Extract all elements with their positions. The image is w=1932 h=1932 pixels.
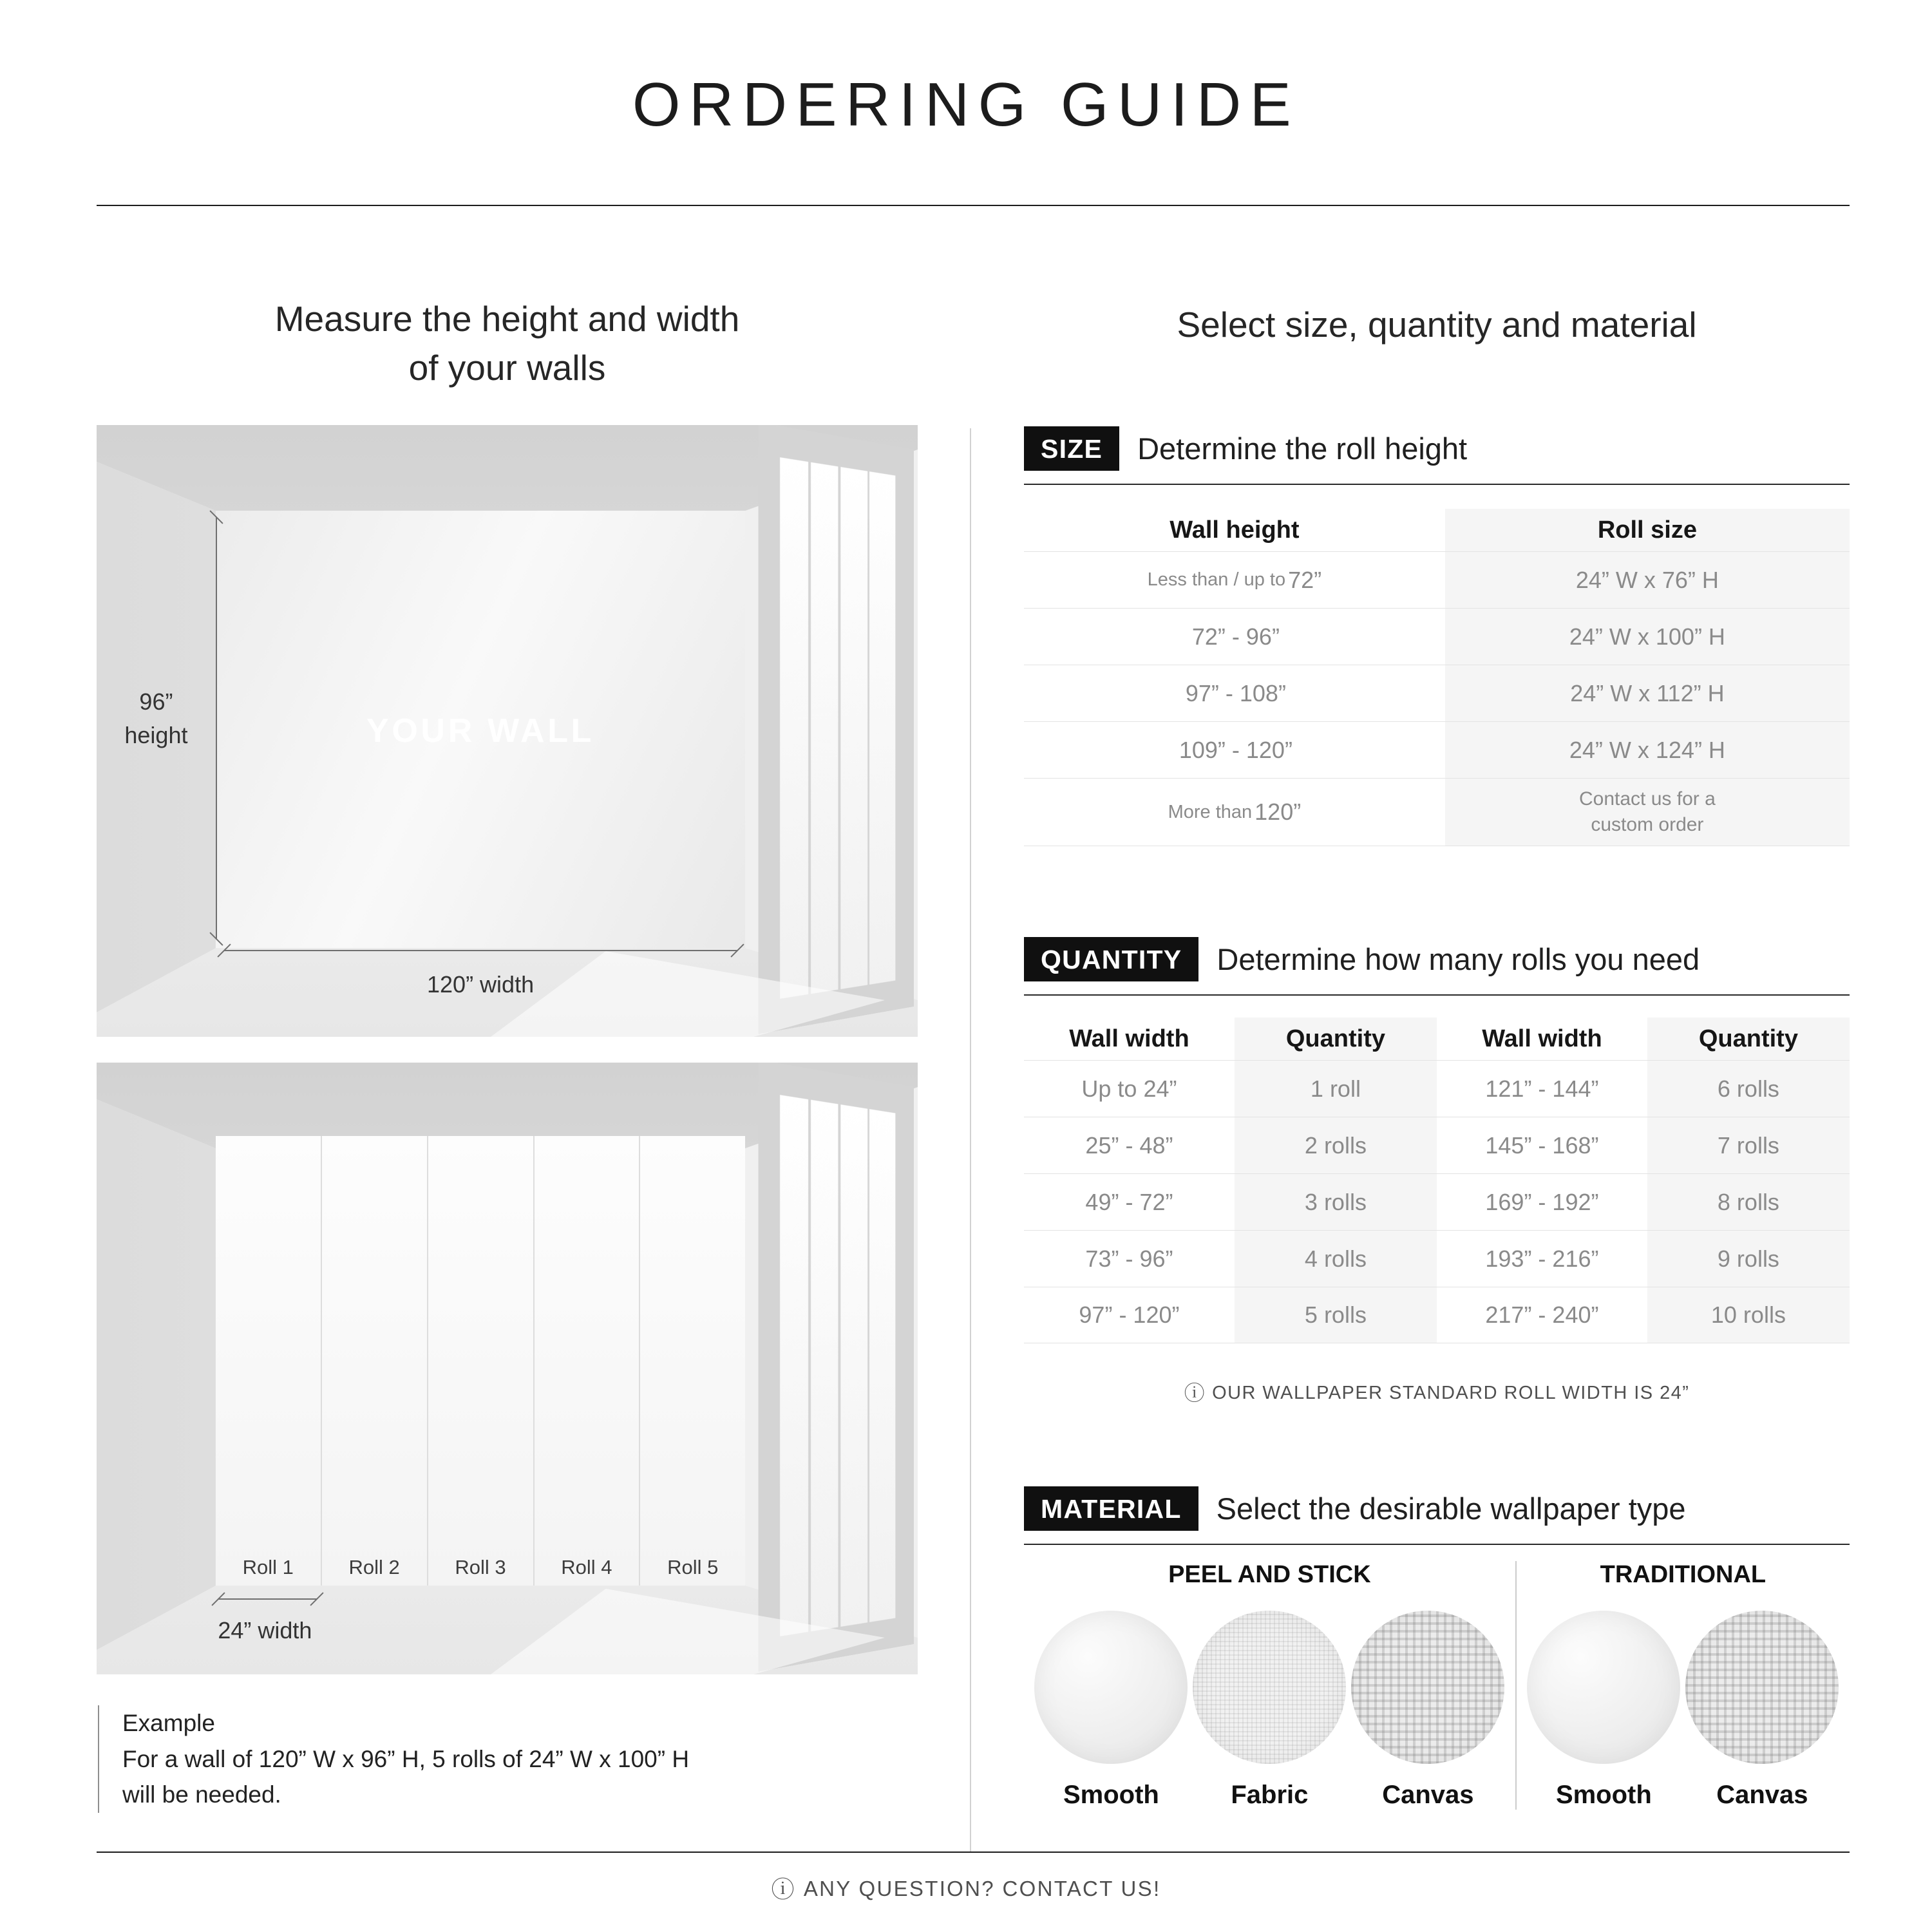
cell-value: 72” - 96” xyxy=(1191,623,1280,650)
material-swatch-canvas xyxy=(1685,1611,1839,1810)
size-table-row xyxy=(1024,608,1850,665)
roll-label: Roll 3 xyxy=(455,1556,506,1579)
quantity-cell: 4 rolls xyxy=(1235,1231,1437,1287)
window-pane xyxy=(780,1095,808,1636)
quantity-cell: 10 rolls xyxy=(1647,1287,1850,1343)
wall-width-cell: 217” - 240” xyxy=(1485,1302,1599,1328)
window-pane xyxy=(840,1104,867,1627)
cell-prefix: More than xyxy=(1168,801,1253,822)
roll-label: Roll 2 xyxy=(348,1556,400,1579)
swatch-label: Smooth xyxy=(1063,1781,1159,1809)
fabric-texture-swatch xyxy=(1193,1611,1346,1764)
roll-panel xyxy=(427,1136,533,1586)
wall-width-cell: 169” - 192” xyxy=(1485,1188,1599,1215)
page-title: ORDERING GUIDE xyxy=(632,70,1300,139)
material-badge: MATERIAL xyxy=(1024,1486,1198,1531)
quantity-column-header: Quantity xyxy=(1647,1018,1850,1060)
wall-height-cell xyxy=(1024,722,1445,778)
quantity-cell: 1 roll xyxy=(1235,1061,1437,1117)
wall-width-label: 120” width xyxy=(427,971,535,998)
quantity-cell: 5 rolls xyxy=(1235,1287,1437,1343)
roll-size-value: 24” W x 124” H xyxy=(1569,736,1725,763)
quantity-cell: 2 rolls xyxy=(1235,1117,1437,1173)
wall-height-cell xyxy=(1024,609,1445,665)
quantity-cell: 3 rolls xyxy=(1235,1174,1437,1230)
quantity-column-header: Quantity xyxy=(1235,1018,1437,1060)
material-groups xyxy=(1024,1561,1850,1810)
standard-roll-width-note xyxy=(1024,1377,1850,1406)
size-badge: SIZE xyxy=(1024,426,1119,471)
canvas-texture-swatch xyxy=(1351,1611,1504,1764)
size-table-header xyxy=(1024,509,1850,551)
window-pane xyxy=(811,1099,838,1631)
material-group-name: PEEL AND STICK xyxy=(1168,1561,1371,1588)
contact-text: ANY QUESTION? CONTACT US! xyxy=(803,1877,1161,1900)
select-heading: Select size, quantity and material xyxy=(1177,305,1697,345)
size-table-row xyxy=(1024,721,1850,778)
wall-width-cell: 121” - 144” xyxy=(1485,1075,1599,1102)
wall-width-cell: 73” - 96” xyxy=(1085,1245,1173,1272)
example-block xyxy=(98,1705,922,1813)
smooth-texture-swatch xyxy=(1527,1611,1680,1764)
size-section-title: Determine the roll height xyxy=(1137,431,1468,466)
size-table-row xyxy=(1024,665,1850,721)
roll-panel xyxy=(216,1136,321,1586)
quantity-table xyxy=(1024,1018,1850,1343)
quantity-table-row xyxy=(1024,1230,1850,1287)
roll-width-measure-line xyxy=(218,1598,317,1600)
wall-width-cell: 97” - 120” xyxy=(1079,1302,1180,1328)
wall-width-cell: 49” - 72” xyxy=(1085,1188,1173,1215)
material-group-name: TRADITIONAL xyxy=(1600,1561,1766,1588)
window-pane xyxy=(869,471,895,985)
measure-heading-line1: Measure the height and width xyxy=(274,299,740,339)
width-measure-line xyxy=(224,950,737,951)
swatch-label: Fabric xyxy=(1231,1781,1309,1809)
window xyxy=(758,425,913,1034)
room-illustration-rolls xyxy=(97,1063,918,1674)
quantity-cell: 9 rolls xyxy=(1647,1231,1850,1287)
cell-value: 109” - 120” xyxy=(1179,736,1293,763)
material-section-title: Select the desirable wallpaper type xyxy=(1216,1492,1686,1526)
quantity-table-row xyxy=(1024,1173,1850,1230)
swatch-row xyxy=(1034,1611,1504,1810)
material-swatch-smooth xyxy=(1034,1611,1188,1810)
wall-height-column-header: Wall height xyxy=(1170,516,1300,544)
roll-size-cell xyxy=(1445,779,1850,846)
window-pane xyxy=(869,1109,895,1622)
wall-height-word: height xyxy=(124,721,188,748)
roll-size-value: 24” W x 112” H xyxy=(1570,679,1725,706)
size-table-row xyxy=(1024,551,1850,608)
roll-size-value: 24” W x 100” H xyxy=(1569,623,1725,650)
roll-size-cell xyxy=(1445,665,1850,721)
size-table-row xyxy=(1024,778,1850,846)
roll-label: Roll 1 xyxy=(242,1556,294,1579)
size-section-header xyxy=(1024,426,1850,485)
roll-label: Roll 4 xyxy=(561,1556,612,1579)
roll-size-cell xyxy=(1445,552,1850,608)
quantity-section-header xyxy=(1024,937,1850,996)
wall-height-cell xyxy=(1024,779,1445,846)
swatch-row xyxy=(1527,1611,1839,1810)
swatch-label: Canvas xyxy=(1382,1781,1474,1809)
roll-size-value: Contact us for a xyxy=(1579,788,1716,810)
swatch-label: Canvas xyxy=(1716,1781,1808,1809)
your-wall-label: YOUR WALL xyxy=(366,712,595,750)
material-group-peel-and-stick xyxy=(1024,1561,1515,1810)
room-illustration-measure xyxy=(97,425,918,1037)
measure-heading xyxy=(97,295,918,393)
info-icon: ⓘ xyxy=(1184,1381,1206,1405)
wall-width-column-header: Wall width xyxy=(1069,1025,1189,1052)
material-swatch-smooth xyxy=(1527,1611,1680,1810)
note-text: OUR WALLPAPER STANDARD ROLL WIDTH IS 24” xyxy=(1212,1383,1690,1403)
roll-label: Roll 5 xyxy=(667,1556,719,1579)
material-section-header xyxy=(1024,1486,1850,1545)
quantity-cell: 6 rolls xyxy=(1647,1061,1850,1117)
example-title: Example xyxy=(122,1710,215,1736)
example-line1: For a wall of 120” W x 96” H, 5 rolls of 24” W x 100” H xyxy=(122,1745,690,1772)
material-swatch-fabric xyxy=(1193,1611,1346,1810)
measure-heading-line2: of your walls xyxy=(408,347,606,388)
quantity-table-row xyxy=(1024,1117,1850,1173)
wall-height-label xyxy=(105,685,207,752)
cell-value: 72” xyxy=(1288,566,1322,593)
window xyxy=(758,1063,913,1671)
material-swatch-canvas xyxy=(1351,1611,1504,1810)
roll-size-value-2: custom order xyxy=(1591,814,1704,835)
quantity-cell: 7 rolls xyxy=(1647,1117,1850,1173)
roll-panel xyxy=(639,1136,745,1586)
cell-value: 120” xyxy=(1255,799,1302,825)
cell-value: 97” - 108” xyxy=(1185,679,1286,706)
wall-width-cell: 25” - 48” xyxy=(1085,1132,1173,1159)
quantity-cell: 8 rolls xyxy=(1647,1174,1850,1230)
wall-width-column-header: Wall width xyxy=(1482,1025,1602,1052)
wall-width-cell: 145” - 168” xyxy=(1485,1132,1599,1159)
material-group-traditional xyxy=(1515,1561,1850,1810)
wall-width-cell: Up to 24” xyxy=(1081,1075,1177,1102)
quantity-table-row xyxy=(1024,1060,1850,1117)
wall-height-cell xyxy=(1024,552,1445,608)
quantity-badge: QUANTITY xyxy=(1024,937,1198,981)
column-divider xyxy=(970,428,971,1852)
wall-width-cell: 193” - 216” xyxy=(1485,1245,1599,1272)
roll-panel xyxy=(533,1136,639,1586)
info-icon: ⓘ xyxy=(771,1876,796,1902)
window-pane xyxy=(811,462,838,994)
cell-prefix: Less than / up to xyxy=(1147,569,1286,590)
roll-size-cell xyxy=(1445,609,1850,665)
contact-note xyxy=(0,1871,1932,1904)
quantity-table-header xyxy=(1024,1018,1850,1060)
swatch-label: Smooth xyxy=(1555,1781,1652,1809)
window-pane xyxy=(780,457,808,999)
footer-divider xyxy=(97,1852,1850,1853)
smooth-texture-swatch xyxy=(1034,1611,1188,1764)
example-line2: will be needed. xyxy=(122,1781,281,1808)
roll-size-column-header: Roll size xyxy=(1445,509,1850,551)
wall-height-cell xyxy=(1024,665,1445,721)
size-table xyxy=(1024,509,1850,846)
wall-height-value: 96” xyxy=(139,688,173,715)
header-divider xyxy=(97,205,1850,206)
quantity-table-row xyxy=(1024,1287,1850,1343)
canvas-texture-swatch xyxy=(1685,1611,1839,1764)
quantity-section-title: Determine how many rolls you need xyxy=(1217,942,1700,976)
roll-size-cell xyxy=(1445,722,1850,778)
roll-size-value: 24” W x 76” H xyxy=(1575,566,1719,593)
window-pane xyxy=(840,467,867,989)
roll-width-label: 24” width xyxy=(218,1616,312,1643)
roll-panel xyxy=(321,1136,427,1586)
roll-panels xyxy=(216,1136,745,1586)
